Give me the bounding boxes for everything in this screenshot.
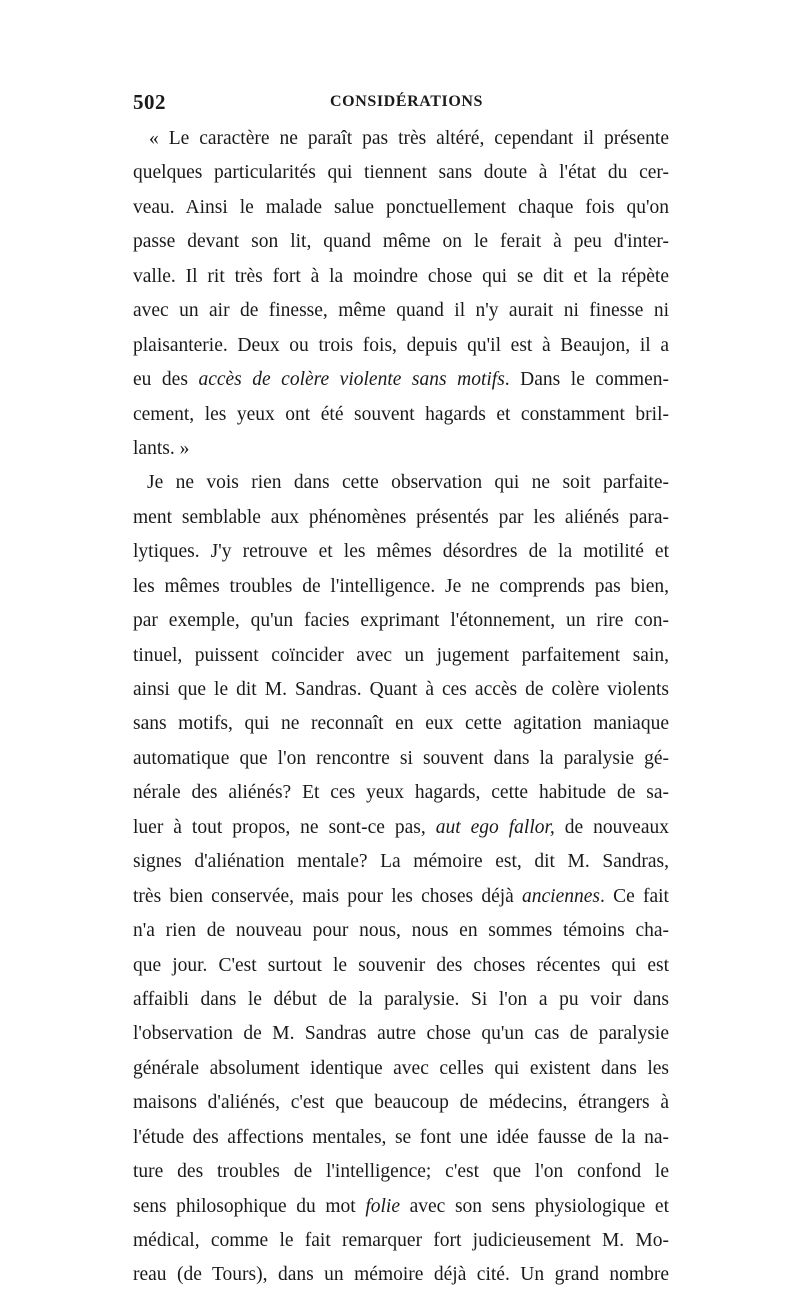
- text-line: sens philosophique du mot folie avec son sens physiologique et: [133, 1195, 669, 1217]
- running-title: CONSIDÉRATIONS: [330, 93, 484, 110]
- text-line: que jour. C'est surtout le souvenir des choses récentes qui est: [133, 954, 669, 976]
- italic-phrase: folie: [365, 1195, 401, 1217]
- text-line: automatique que l'on rencontre si souvent dans la paralysie gé-: [133, 747, 669, 769]
- text-line: affaibli dans le début de la paralysie. Si l'on a pu voir dans: [133, 988, 669, 1010]
- italic-phrase: anciennes: [522, 885, 601, 907]
- text-line: générale absolument identique avec celles qui existent dans les: [133, 1057, 669, 1079]
- text-line: plaisanterie. Deux ou trois fois, depuis qu'il est à Beaujon, il a: [133, 334, 669, 356]
- text-line: eu des accès de colère violente sans motifs. Dans le commen-: [133, 369, 670, 391]
- text-line: par exemple, qu'un facies exprimant l'étonnement, un rire con-: [133, 610, 669, 632]
- page-header: [133, 90, 673, 120]
- text-line: valle. Il rit très fort à la moindre chose qui se dit et la répète: [133, 265, 669, 287]
- text-line: signes d'aliénation mentale? La mémoire est, dit M. Sandras,: [133, 851, 669, 873]
- text-line: très bien conservée, mais pour les choses déjà anciennes. Ce fait: [133, 885, 669, 907]
- text-line: ture des troubles de l'intelligence; c'est que l'on confond le: [133, 1161, 669, 1183]
- text-line: luer à tout propos, ne sont-ce pas, aut ego fallor, de nouveaux: [133, 816, 669, 838]
- text-line: l'observation de M. Sandras autre chose qu'un cas de paralysie: [133, 1023, 669, 1045]
- text-line: ainsi que le dit M. Sandras. Quant à ces accès de colère violents: [133, 679, 669, 700]
- page-body: [133, 122, 669, 1293]
- text-line: lants. »: [133, 437, 190, 459]
- text-line: Je ne vois rien dans cette observation qui ne soit parfaite-: [147, 472, 669, 494]
- text-line: lytiques. J'y retrouve et les mêmes désordres de la motilité et: [133, 541, 669, 563]
- text-line: avec un air de finesse, même quand il n'y aurait ni finesse ni: [133, 300, 669, 322]
- italic-phrase: aut ego fallor,: [435, 816, 555, 838]
- text-line: sans motifs, qui ne reconnaît en eux cette agitation maniaque: [133, 713, 669, 735]
- text-line: reau (de Tours), dans un mémoire déjà cité. Un grand nombre: [133, 1264, 669, 1286]
- text-line: ment semblable aux phénomènes présentés par les aliénés para-: [133, 506, 669, 528]
- text-line: l'étude des affections mentales, se font une idée fausse de la na-: [133, 1126, 669, 1148]
- italic-phrase: accès de colère violente sans motifs: [198, 369, 505, 391]
- text-line: les mêmes troubles de l'intelligence. Je ne comprends pas bien,: [133, 575, 669, 597]
- text-line: maisons d'aliénés, c'est que beaucoup de médecins, étrangers à: [133, 1092, 669, 1114]
- page-number: 502: [133, 90, 166, 114]
- text-line: tinuel, puissent coïncider avec un jugement parfaitement sain,: [133, 644, 669, 666]
- text-line: n'a rien de nouveau pour nous, nous en sommes témoins cha-: [133, 920, 669, 942]
- text-line: nérale des aliénés? Et ces yeux hagards, cette habitude de sa-: [133, 782, 669, 804]
- text-line: passe devant son lit, quand même on le ferait à peu d'inter-: [133, 231, 669, 253]
- text-line: médical, comme le fait remarquer fort judicieusement M. Mo-: [133, 1230, 669, 1251]
- text-line: quelques particularités qui tiennent sans doute à l'état du cer-: [133, 162, 669, 184]
- text-line: « Le caractère ne paraît pas très altéré, cependant il présente: [149, 128, 669, 149]
- text-line: cement, les yeux ont été souvent hagards et constamment bril-: [133, 403, 669, 425]
- text-line: veau. Ainsi le malade salue ponctuellement chaque fois qu'on: [133, 196, 669, 218]
